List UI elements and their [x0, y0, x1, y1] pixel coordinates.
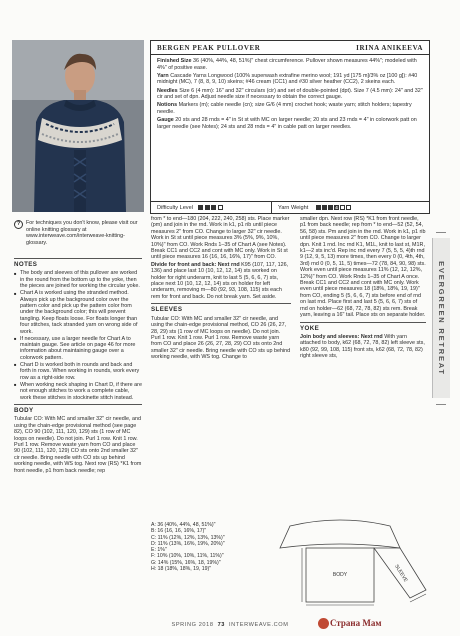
yoke-instructions — [300, 334, 426, 360]
yoke-heading: YOKE — [300, 324, 320, 332]
difficulty-box-1 — [198, 205, 203, 210]
yarn-weight-box-5 — [340, 205, 345, 210]
yoke-join-label: Join body and sleeves: Next rnd — [300, 333, 383, 340]
divider — [151, 303, 291, 304]
note-item: ■ When working neck shaping in Chart D, if there are not enough stitches to work a complete cable, work these stitches in stockinette stitch instead. — [14, 382, 142, 401]
dimension-line — [410, 594, 426, 602]
needles-spec — [157, 88, 423, 101]
pattern-specs — [151, 55, 429, 135]
watermark-text: Страна Мам — [330, 618, 382, 628]
difficulty-box-3 — [211, 205, 216, 210]
sleeve-label: SLEEVE — [393, 563, 409, 584]
note-item: ■ If necessary, use a larger needle for Chart A to maintain gauge. See article on page 46 for more information about maintaining gauge over a colorwork pattern. — [14, 336, 142, 362]
yarn-spec — [157, 73, 423, 86]
yoke-join-text: With yarn attached to body, k62 (68, 72, 78, 82) left sleeve sts, k80 (92, 99, 108, 115) front sts, k62 (68, 72, 78, 82) right sleeve sts, — [300, 333, 425, 360]
note-item: ■ Chart A is worked using the stranded method. Always pick up the background color over the pattern color and pick up the pattern color from under the background color; this will prevent tangling. Keep floats loose. For floats longer than four stitches, tack stranded yarn on wrong side of work. — [14, 290, 142, 335]
yarn-weight-number: 4 — [335, 205, 338, 210]
gauge-spec — [157, 117, 423, 130]
legend-item: B: 16 (16, 16, 16%, 17)" — [151, 528, 207, 535]
info-icon: ? — [14, 220, 23, 229]
divider — [300, 322, 426, 323]
issue-season: SPRING 2018 — [171, 622, 214, 628]
difficulty-level — [151, 205, 271, 211]
body-label: BODY — [332, 572, 348, 578]
sleeves-continued: smaller dpn. Next row (RS) *K1 from front needle, p1 from back needle; rep from * to end—52 (52, 54, 56, 58) sts. Pm and join in the rnd. Work in k1, p1 rib until piece measures 2" from CO. Change to larger dpn. Knit 1 rnd. Inc rnd K1, M1L, knit to last st, M1R, k1—2 sts inc'd. Rep inc rnd every 7 (5, 5, 5, 4)th rnd 9 (12, 9, 5, 13) more times, then every 0 (0, 4th, 4th, 3rd) rnd 0 (0, 5, 11, 5) times—72 (78, 84, 90, 98) sts. Work even until piece measures 11% (12, 12, 12%, 12%)" from CO. Work Rnds 1–35 of Chart A once. Break CC1 and CC2 and cont with MC only. Work even until piece measures 18 (18%, 18%, 19, 19)" from CO, ending 5 (5, 6, 6, 7) sts before end of rnd on last rnd. Place first and last 5 (5, 6, 6, 7) sts of rnd on holder—62 (68, 72, 78, 82) sts rem. Break yarn, leaving a 16" tail. Place sts on separate holder. — [300, 216, 426, 319]
notes-list — [14, 270, 142, 401]
needles-text: Size 6 (4 mm): 16" and 32" circulars (cir) and set of double-pointed (dpt). Size 7 (4.5 mm): 24" and 32" cir and set of dpn. Adjust needle size if necessary to obtain the correct gauge. — [157, 87, 423, 101]
divide-label: Divide for front and back: Next rnd — [151, 261, 240, 268]
gauge-text: 20 sts and 28 rnds = 4" in St st with MC on larger needle; 20 sts and 23 rnds = 4" in colorwork patt on larger needle (see Notes); 24 sts and 28 rnds = 4" in cable patt on larger needles. — [157, 117, 417, 130]
page-number: 73 — [217, 622, 225, 628]
yarn-weight-box-6 — [346, 205, 351, 210]
notions-spec — [157, 102, 423, 115]
tab-divider — [436, 404, 446, 405]
yarn-weight-box-3 — [328, 205, 333, 210]
divider — [14, 258, 142, 259]
divider — [14, 404, 142, 405]
note-item: ■ Chart D is worked both in rounds and back and forth in rows. When working in rounds, work every row as a right-side row. — [14, 362, 142, 381]
page-footer — [0, 618, 460, 632]
column-notes-body — [14, 258, 142, 474]
yarn-weight-box-1 — [316, 205, 321, 210]
difficulty-label: Difficulty Level — [157, 204, 193, 211]
yarn-label: Yarn — [157, 72, 169, 79]
pattern-title-bar — [151, 41, 429, 55]
legend-item: D: 11% (13%, 16%, 19%, 20%)" — [151, 540, 225, 547]
section-tab-text: EVERGREEN RETREAT — [437, 260, 447, 376]
body-heading: BODY — [14, 406, 34, 414]
glossary-tip-text: For techniques you don't know, please visit our online knitting glossary at www.interweave.com/interweave-knitting-glossary. — [26, 220, 138, 246]
legend-item: E: 1%" — [151, 547, 167, 554]
column-body-sleeves — [151, 216, 291, 361]
designer-name: IRINA ANIKEEVA — [356, 44, 423, 52]
garment-schematic — [250, 512, 430, 608]
needles-label: Needles — [157, 87, 178, 94]
column-sleeves-yoke — [300, 216, 426, 360]
legend-item: A: 36 (40%, 44%, 48, 51%)" — [151, 522, 216, 528]
model-photo — [12, 40, 144, 212]
notions-text: Markers (m); cable needle (cn); size G/6 (4 mm) crochet hook; waste yarn; stitch holders; tapestry needle. — [157, 102, 412, 115]
legend-item: C: 11% (12%, 12%, 13%, 13%)" — [151, 534, 225, 541]
gauge-label: Gauge — [157, 117, 174, 124]
divide-front-back — [151, 262, 291, 300]
sleeves-instructions: Tubular CO: With MC and smaller 32" cir needle, and using the chain-edge provisional method, CO 26 (26, 27, 28, 29) sts (1 row of MC loops on needle). Do not join. Purl 1 row. Knit 1 row. Purl 1 row. Remove waste yarn from CO and place 26 (26, 27, 28, 29) CO sts onto 2nd smaller 32" cir needle. Bring needle with CO sts up behind working needle, with WS tog. Change to — [151, 315, 291, 361]
finished-size-label: Finished Size — [157, 58, 192, 64]
body-instructions: Tubular CO: With MC and smaller 32" cir needle, and using the chain-edge provisional method (see page 82), CO 90 (102, 111, 120, 129) sts (1 row of MC loops on needle). Do not join. Purl 1 row. Knit 1 row. Purl 1 row. Remove waste yarn from CO and place 90 (102, 111, 120, 129) CO sts onto 2nd smaller 32" cir needle. Bring needle with CO sts up behind working needle, with WS tog. Next row (RS) *K1 from front needle, p1 from back needle; rep — [14, 416, 142, 474]
yarn-weight-box-2 — [322, 205, 327, 210]
yoke-shape — [280, 520, 400, 548]
note-item: ■ The body and sleeves of this pullover are worked in the round from the bottom up to the yoke, then the pieces are joined for working the circular yoke. — [14, 270, 142, 289]
legend-item: G: 14% (15%, 16%, 18, 19%)" — [151, 559, 221, 566]
difficulty-box-2 — [205, 205, 210, 210]
pattern-info-box — [150, 40, 430, 202]
schematic-legend — [151, 522, 259, 572]
tab-divider — [436, 232, 446, 233]
notions-label: Notions — [157, 102, 178, 109]
pattern-title: BERGEN PEAK PULLOVER — [157, 44, 261, 52]
yarn-weight-scale — [316, 205, 351, 210]
body-continued: from * to end—180 (204, 222, 240, 258) sts. Place marker (pm) and join in the rnd. Work in k1, p1 rib until piece measures 2" from CO. Change to larger 32" cir needle. Work in St st until piece measures 3% (5%, 9%, 10%, 10%)" from CO. Work Rnds 1–35 of Chart A (see Notes). Break CC1 and CC2 and cont with MC only. Work in St st until piece measures 16 (16, 16, 16%, 17)" from CO. — [151, 216, 290, 261]
sleeves-heading: SLEEVES — [151, 306, 183, 314]
legend-item: H: 18 (18%, 18%, 19, 19)" — [151, 566, 212, 573]
notes-heading: NOTES — [14, 261, 38, 268]
difficulty-row — [150, 202, 430, 214]
finished-size-text: 36 (40%, 44%, 48, 51%)" chest circumference. Pullover shown measures 44%"; modeled with 4%" of positive ease. — [157, 58, 417, 71]
finished-size — [157, 58, 423, 71]
yarn-weight-label: Yarn Weight — [278, 204, 309, 211]
website: INTERWEAVE.COM — [229, 622, 289, 628]
sweater-model-illustration — [12, 40, 144, 212]
section-side-tab — [432, 238, 450, 398]
watermark-logo-icon — [318, 618, 329, 629]
yarn-text: Cascade Yarns Longwood (100% superwash extrafine merino wool; 191 yd [175 m]/3% oz [100 g]): #40 midnight (MC), 7 (8, 8, 9, 10) skeins; #46 cream (CC1) and #30 silver heather (CC2), 2 skeins each. — [157, 72, 418, 86]
legend-item: F: 10% (10%, 10%, 11%, 11%)" — [151, 553, 224, 560]
divide-text: K95 (107, 117, 126, 136) and place last 10 (10, 12, 12, 14) sts worked on holder for right underarm, knit to last 5 (5, 6, 6, 7) sts, place next 10 (10, 12, 12, 14) sts on holder for left underarm, removing m—80 (92, 93, 108, 115) sts each rem for front and back. Do not break yarn. Set aside. — [151, 261, 289, 300]
yarn-weight — [271, 202, 429, 213]
glossary-tip — [14, 220, 146, 246]
difficulty-box-4 — [218, 205, 223, 210]
